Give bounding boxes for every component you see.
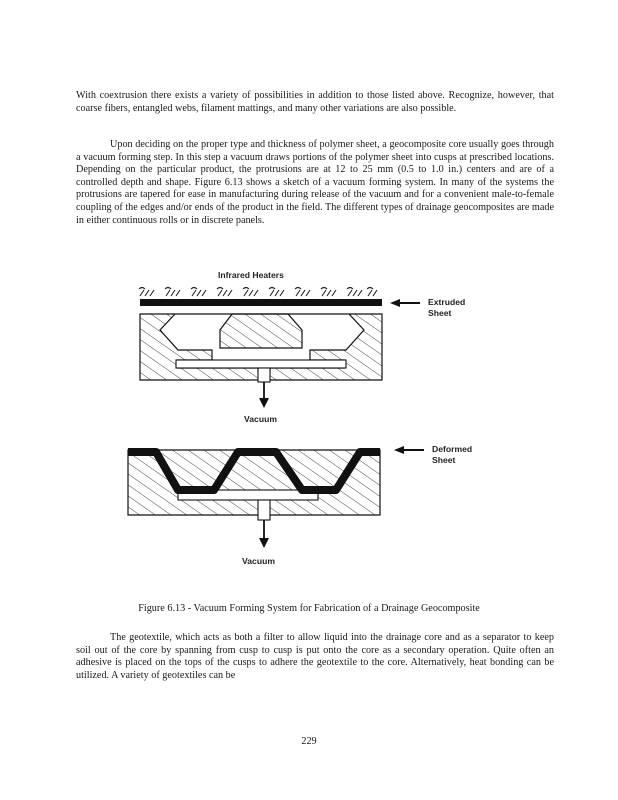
label-vacuum-top: Vacuum bbox=[244, 414, 277, 424]
label-sheet-top: Sheet bbox=[428, 308, 452, 318]
paragraph-vacuum-forming: Upon deciding on the proper type and thickness of polymer sheet, a geocomposite core usually goes through a vacuum forming step. In this step a vacuum draws portions of the polymer sheet into cusps at prescribed locations. Depending on the particular product, the protrusions are at 12 to 25 mm (0.5 to 1.0 in.) centers and are of a controlled depth and shape. Figure 6.13 shows a sketch of a vacuum forming system. In many of the systems the protrusions are tapered for ease in manufacturing during release of the vacuum and for a convenient male-to-female coupling of the edges and/or ends of the product in the field. The different types of drainage geocomposites are made in either continuous rolls or in discrete panels. bbox=[76, 139, 554, 226]
label-infrared-heaters: Infrared Heaters bbox=[218, 270, 284, 280]
mold-top bbox=[140, 314, 382, 408]
label-extruded: Extruded bbox=[428, 297, 466, 307]
figure-caption: Figure 6.13 - Vacuum Forming System for Fabrication of a Drainage Geocomposite bbox=[138, 603, 480, 614]
paragraph-geotextile: The geotextile, which acts as both a filter to allow liquid into the drainage core and as a separator to keep soil out of the core by spanning from cusp to cusp is put onto the core as a secondary operation. Quite often an adhesive is placed on the tops of the cusps to adhere the geotextile to the core. Alternatively, heat bonding can be utilized. A variety of geotextiles can be bbox=[76, 632, 554, 681]
extruded-sheet bbox=[140, 299, 382, 306]
vacuum-arrow-icon bbox=[259, 398, 269, 408]
vacuum-arrow-icon bbox=[259, 538, 269, 548]
page-number: 229 bbox=[301, 736, 317, 747]
label-sheet-bottom: Sheet bbox=[432, 455, 456, 465]
label-vacuum-bottom: Vacuum bbox=[242, 556, 275, 566]
deformed-sheet-arrow-icon bbox=[394, 446, 424, 454]
label-deformed: Deformed bbox=[432, 444, 473, 454]
extruded-sheet-arrow-icon bbox=[390, 299, 420, 307]
paragraph-coextrusion: With coextrusion there exists a variety of possibilities in addition to those listed above. Recognize, however, that coarse fibers, entangled webs, filament mattings, and many other variations are also possible. bbox=[76, 90, 554, 114]
infrared-heater-icons bbox=[139, 288, 377, 297]
